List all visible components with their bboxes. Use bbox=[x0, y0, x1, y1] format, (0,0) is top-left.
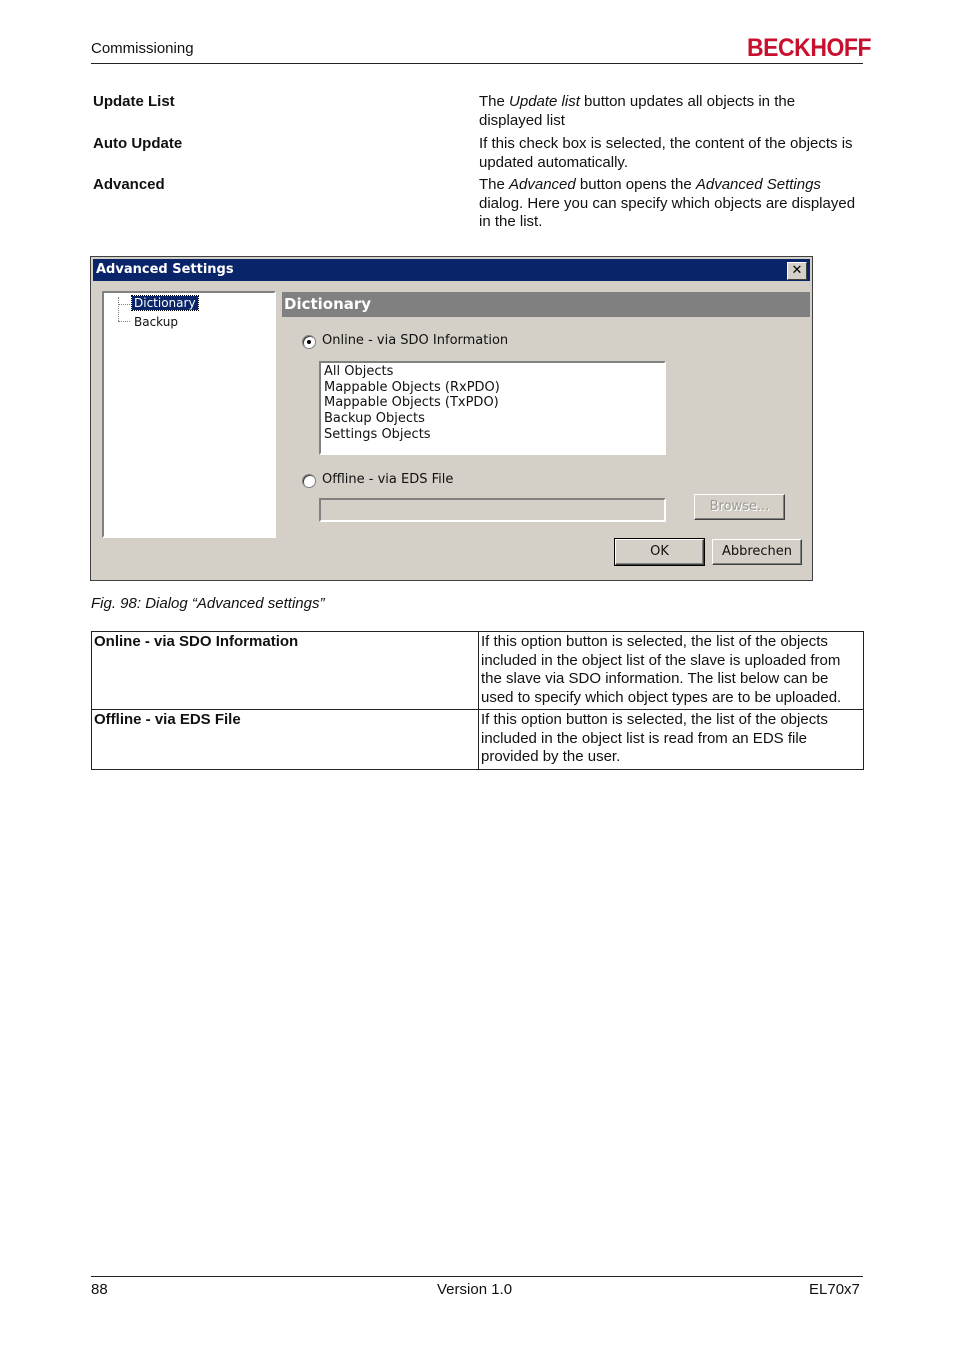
def-text-update-list: The Update list button updates all objects in the displayed list bbox=[479, 93, 796, 129]
product-name: EL70x7 bbox=[809, 1281, 860, 1298]
def-text-advanced: The Advanced button opens the Advanced Settings dialog. Here you can specify which objects are displayed in the list. bbox=[479, 176, 856, 230]
advanced-settings-dialog bbox=[90, 256, 813, 581]
list-item[interactable]: Settings Objects bbox=[324, 426, 431, 442]
list-item[interactable]: Mappable Objects (RxPDO) bbox=[324, 379, 500, 395]
def-term-update-list: Update List bbox=[93, 93, 175, 110]
offline-radio[interactable] bbox=[302, 474, 316, 488]
dialog-title-bar bbox=[93, 259, 810, 281]
browse-button[interactable]: Browse... bbox=[694, 494, 785, 520]
figure-caption: Fig. 98: Dialog “Advanced settings” bbox=[91, 595, 325, 612]
table-row bbox=[92, 710, 864, 770]
table-key: Online - via SDO Information bbox=[92, 632, 479, 710]
options-table bbox=[91, 631, 864, 770]
tree-item-dictionary[interactable]: Dictionary bbox=[134, 296, 196, 310]
object-types-list[interactable] bbox=[319, 361, 666, 455]
section-header: Dictionary bbox=[282, 292, 810, 317]
def-text-auto-update: If this check box is selected, the content of the objects is updated automatically. bbox=[479, 135, 853, 171]
tree-connector bbox=[118, 297, 119, 321]
def-term-advanced: Advanced bbox=[93, 176, 165, 193]
version-label: Version 1.0 bbox=[437, 1281, 513, 1298]
dialog-title: Advanced Settings bbox=[96, 262, 234, 277]
table-key: Offline - via EDS File bbox=[92, 710, 479, 770]
settings-tree bbox=[102, 291, 276, 538]
eds-file-path-input[interactable] bbox=[319, 498, 666, 522]
tree-connector bbox=[118, 321, 130, 322]
online-radio[interactable] bbox=[302, 335, 316, 349]
tree-item-backup[interactable]: Backup bbox=[134, 315, 178, 329]
footer-rule bbox=[91, 1276, 863, 1277]
header-rule bbox=[91, 63, 863, 64]
close-icon[interactable]: ✕ bbox=[787, 262, 807, 280]
section-title: Commissioning bbox=[91, 40, 194, 57]
online-radio-label[interactable]: Online - via SDO Information bbox=[322, 333, 509, 348]
cancel-button[interactable]: Abbrechen bbox=[712, 539, 802, 565]
list-item[interactable]: Mappable Objects (TxPDO) bbox=[324, 395, 499, 411]
list-item[interactable]: All Objects bbox=[324, 364, 394, 379]
tree-connector bbox=[118, 304, 130, 305]
table-desc: If this option button is selected, the list of the objects included in the object list of the slave is uploaded from the slave via SDO information. The list below can be used to specify which object types are to be uploaded. bbox=[479, 632, 864, 710]
table-desc: If this option button is selected, the list of the objects included in the object list is read from an EDS file provided by the user. bbox=[479, 710, 864, 770]
table-row bbox=[92, 632, 864, 710]
offline-radio-label[interactable]: Offline - via EDS File bbox=[322, 472, 454, 487]
def-term-auto-update: Auto Update bbox=[93, 135, 183, 152]
brand-logo: BECKHOFF bbox=[747, 34, 872, 62]
list-item[interactable]: Backup Objects bbox=[324, 411, 425, 427]
ok-button[interactable]: OK bbox=[615, 539, 704, 565]
page-number: 88 bbox=[91, 1281, 108, 1298]
